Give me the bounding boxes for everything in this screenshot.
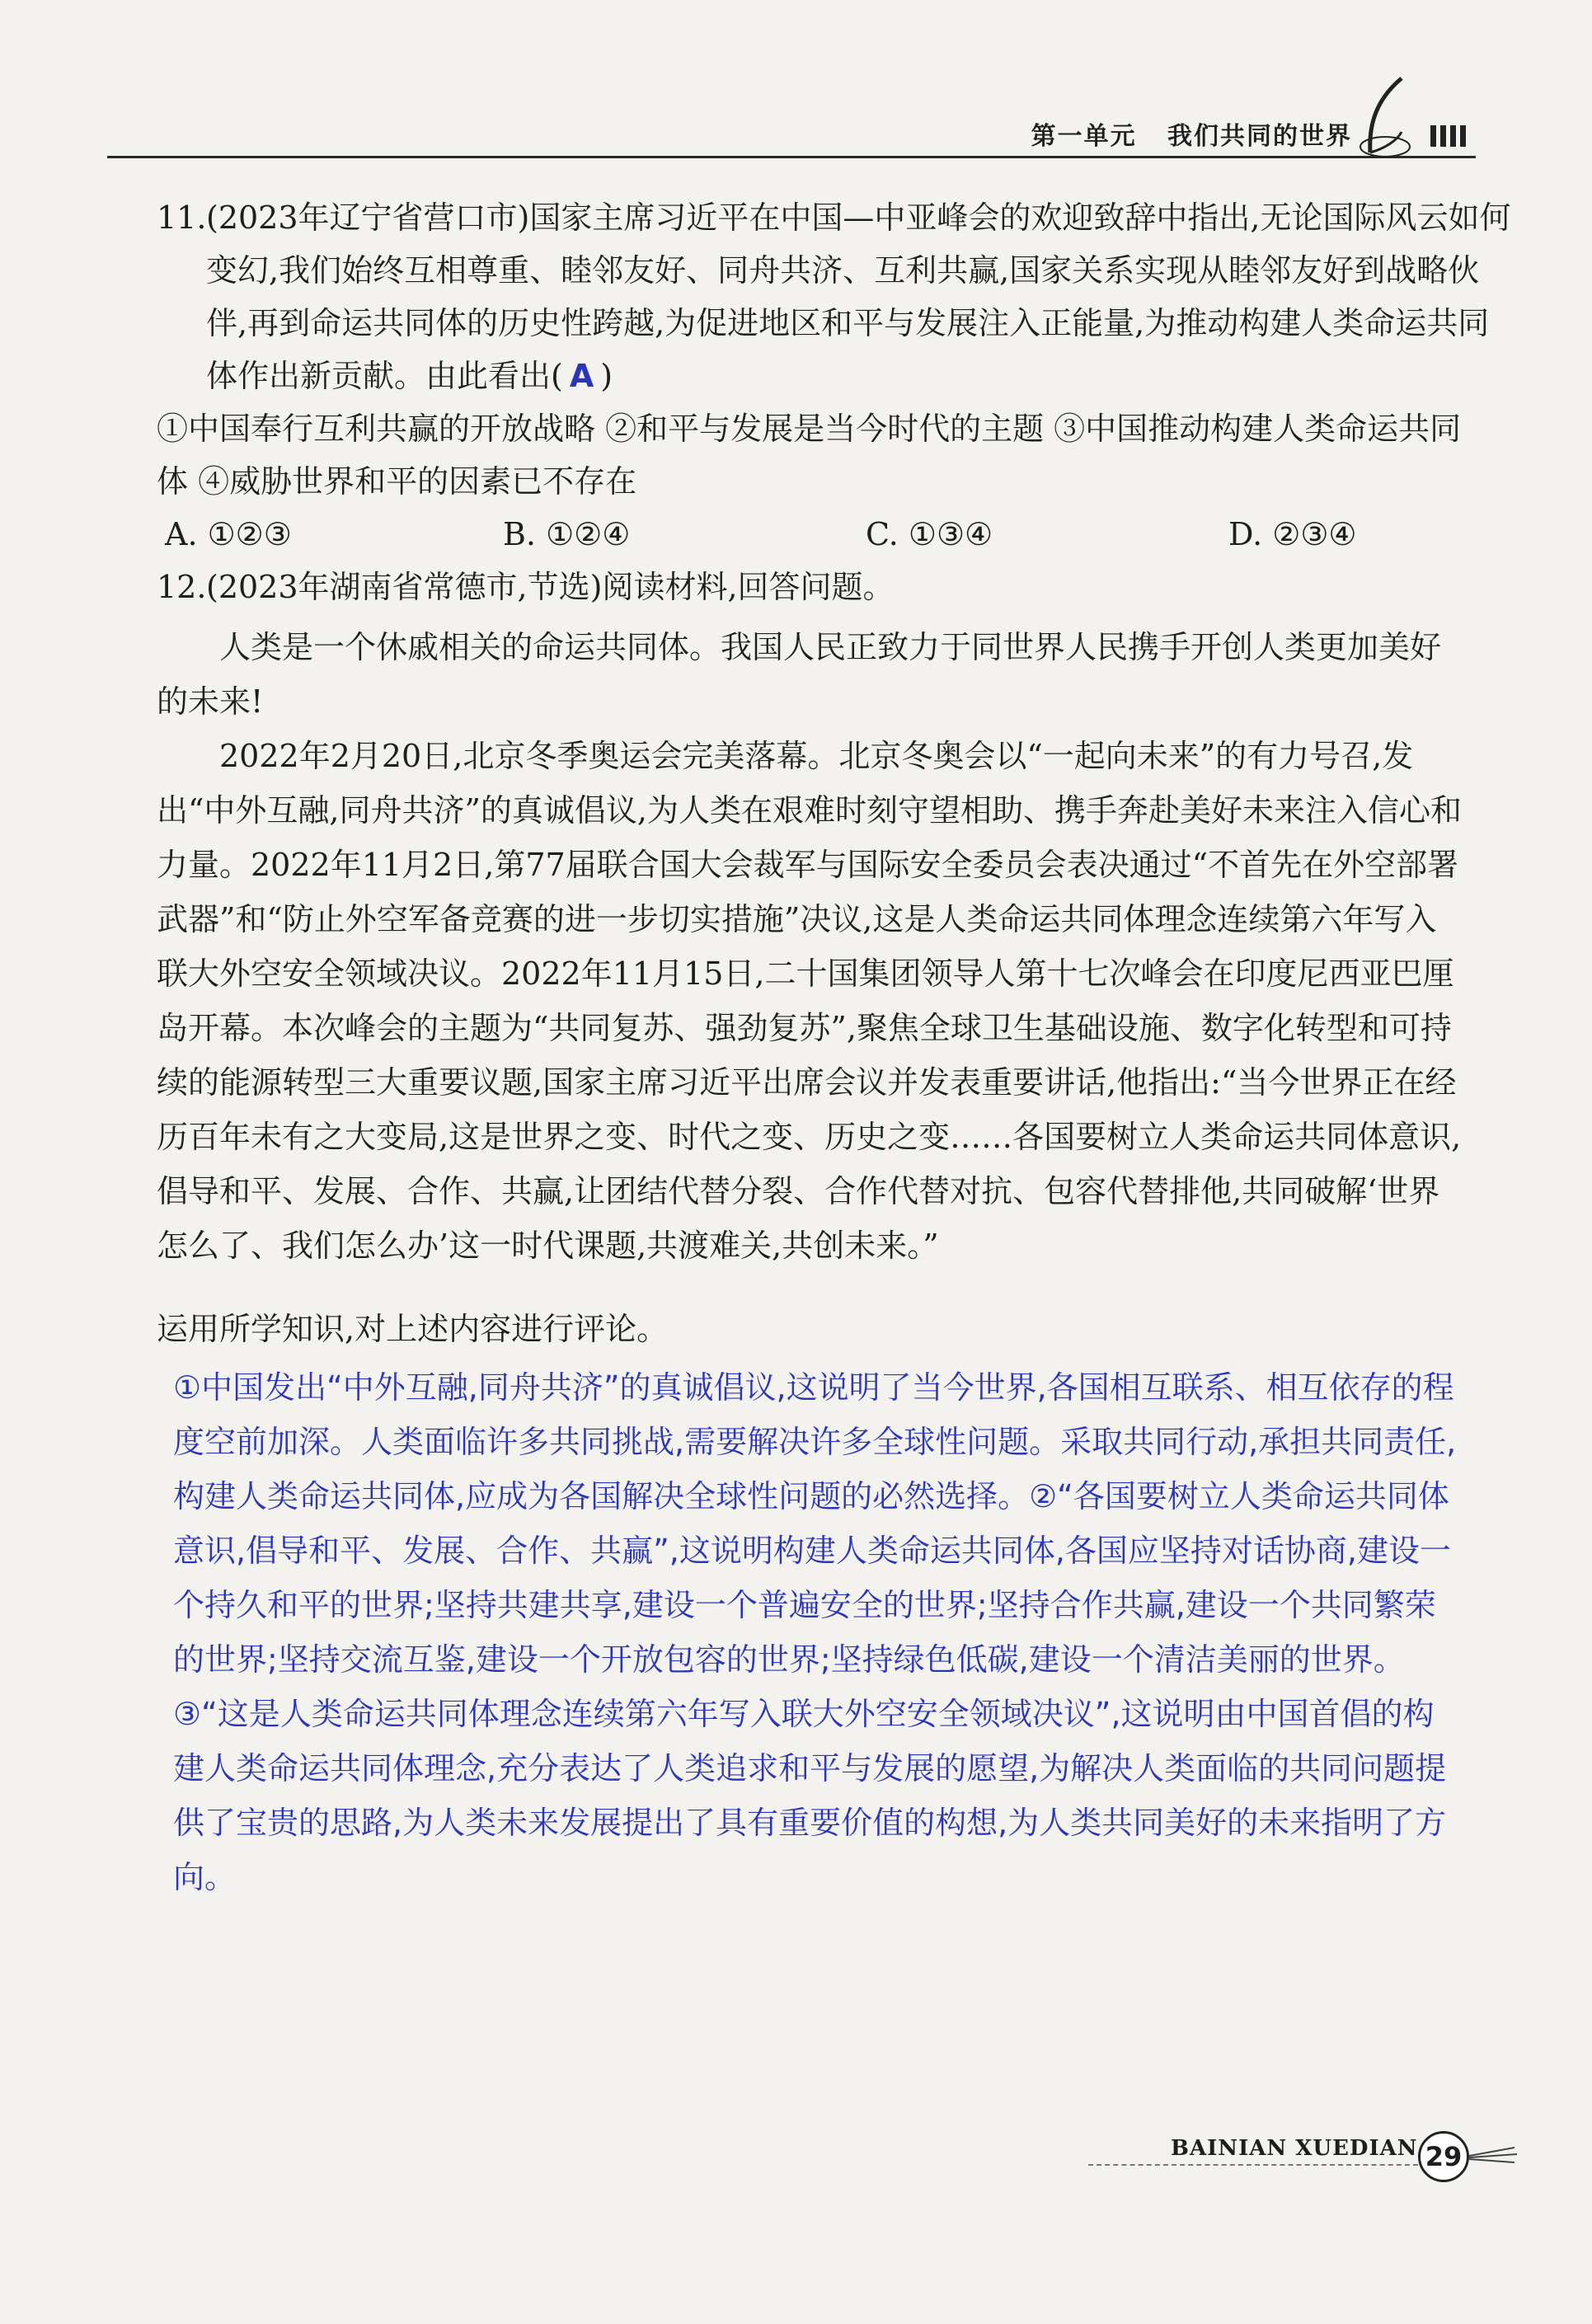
question-11-options xyxy=(165,508,1468,561)
header-bars-icon xyxy=(1430,125,1476,147)
statements-text: ①中国奉行互利共赢的开放战略 ②和平与发展是当今时代的主题 ③中国推动构建人类命运共同体 ④威胁世界和平的因素已不存在 xyxy=(157,411,1462,500)
question-number: 12. xyxy=(157,569,207,605)
option-a: A. ①②③ xyxy=(165,516,292,552)
option-d: D. ②③④ xyxy=(1228,516,1357,552)
footer-swoosh-icon xyxy=(1469,2144,1519,2167)
page-footer xyxy=(1088,2131,1517,2181)
handwritten-answer: A xyxy=(569,358,594,394)
question-number: 11. xyxy=(157,200,207,236)
page-number: 29 xyxy=(1418,2131,1469,2182)
header-rule xyxy=(107,156,1476,158)
footer-brand: BAINIAN XUEDIAN xyxy=(1171,2136,1418,2161)
material-paragraph-1: 人类是一个休戚相关的命运共同体。我国人民正致力于同世界人民携手开创人类更加美好的未来! xyxy=(157,629,1442,720)
reading-material xyxy=(157,620,1468,1273)
question-12 xyxy=(157,561,1517,613)
material-paragraph-2: 2022年2月20日,北京冬季奥运会完美落幕。北京冬奥会以“一起向未来”的有力号召,发出“中外互融,同舟共济”的真诚倡议,为人类在艰难时刻守望相助、携手奔赴美好未来注入信心和力量。2022年11月2日,第77届联合国大会裁军与国际安全委员会表决通过“不首先在外空部署武器”和“防止外空军备竞赛的进一步切实措施”决议,这是人类命运共同体理念连续第六年写入联大外空安全领域决议。2022年11月15日,二十国集团领导人第十七次峰会在印度尼西亚巴厘岛开幕。本次峰会的主题为“共同复苏、强劲复苏”,聚焦全球卫生基础设施、数字化转型和可持续的能源转型三大重要议题,国家主席习近平出席会议并发表重要讲话,他指出:“当今世界正在经历百年未有之大变局,这是世界之变、时代之变、历史之变……各国要树立人类命运共同体意识,倡导和平、发展、合作、共赢,让团结代替分裂、合作代替对抗、包容代替排他,共同破解‘世界怎么了、我们怎么办’这一时代课题,共渡难关,共创未来。” xyxy=(157,738,1463,1264)
answer-text: ①中国发出“中外互融,同舟共济”的真诚倡议,这说明了当今世界,各国相互联系、相互依存的程度空前加深。人类面临许多共同挑战,需要解决许多全球性问题。采取共同行动,承担共同责任,构建人类命运共同体,应成为各国解决全球性问题的必然选择。②“各国要树立人类命运共同体意识,倡导和平、发展、合作、共赢”,这说明构建人类命运共同体,各国应坚持对话协商,建设一个持久和平的世界;坚持共建共享,建设一个普遍安全的世界;坚持合作共赢,建设一个共同繁荣的世界;坚持交流互鉴,建设一个开放包容的世界;坚持绿色低碳,建设一个清洁美丽的世界。③“这是人类命运共同体理念连续第六年写入联大外空安全领域决议”,这说明由中国首倡的构建人类命运共同体理念,充分表达了人类追求和平与发展的愿望,为解决人类面临的共同问题提供了宝贵的思路,为人类未来发展提出了具有重要价值的构想,为人类共同美好的未来指明了方向。 xyxy=(173,1369,1457,1895)
stem-close: ) xyxy=(600,358,613,394)
unit-label: 第一单元 xyxy=(1031,122,1137,151)
unit-name: 我们共同的世界 xyxy=(1167,122,1352,151)
quill-logo-icon xyxy=(1352,74,1426,165)
question-stem: (2023年湖南省常德市,节选)阅读材料,回答问题。 xyxy=(206,569,895,605)
unit-title xyxy=(1031,115,1352,152)
page-header xyxy=(107,107,1476,158)
option-b: B. ①②④ xyxy=(503,516,631,552)
question-11-statements xyxy=(157,402,1468,508)
question-stem: (2023年辽宁省营口市)国家主席习近平在中国—中亚峰会的欢迎致辞中指出,无论国际风云如何变幻,我们始终互相尊重、睦邻友好、同舟共济、互利共赢,国家关系实现从睦邻友好到战略伙伴,再到命运共同体的历史性跨越,为促进地区和平与发展注入正能量,为推动构建人类命运共同体作出新贡献。由此看出( xyxy=(206,200,1511,394)
task-text: 运用所学知识,对上述内容进行评论。 xyxy=(157,1311,669,1347)
question-task xyxy=(157,1303,1468,1355)
footer-dash-rule xyxy=(1088,2164,1418,2166)
option-c: C. ①③④ xyxy=(866,516,993,552)
question-11 xyxy=(157,191,1517,402)
